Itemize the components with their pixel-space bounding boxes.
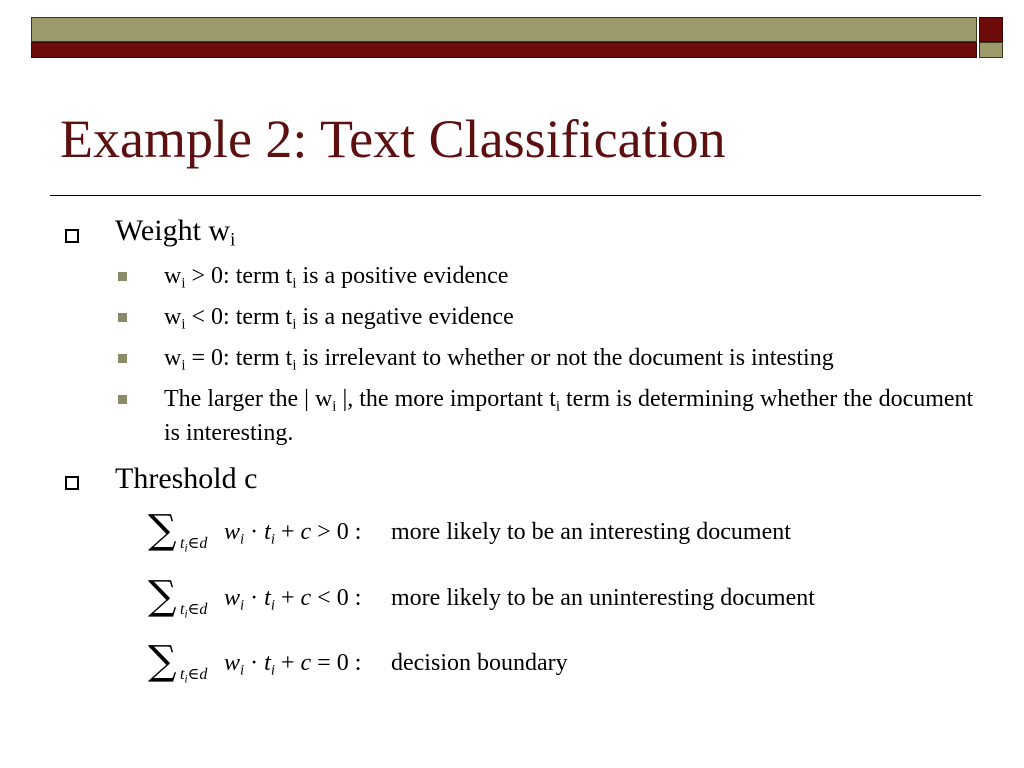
weight-item-negative: $w_i < 0$: term $t_i$ is a negative evidence bbox=[164, 304, 514, 333]
formula-description: more likely to be an interesting document bbox=[391, 519, 791, 545]
sum-range: $t_i\in d$ bbox=[180, 535, 208, 555]
header-bar-olive bbox=[31, 17, 977, 42]
formula-description: more likely to be an uninteresting document bbox=[391, 585, 815, 611]
weight-heading: Weight $w_i$ bbox=[115, 214, 236, 251]
weight-item-positive: $w_i > 0$: term $t_i$ is a positive evidence bbox=[164, 263, 509, 292]
formula-expression: $w_i \cdot t_i + c = 0$ : bbox=[224, 650, 362, 679]
sum-symbol: ∑ bbox=[148, 638, 177, 684]
hollow-square-bullet-icon bbox=[65, 229, 79, 243]
weight-item-magnitude: The larger the | $w_i$ |, the more important $t_i$ term is determining whether the document is interesting. bbox=[164, 386, 974, 446]
header-bar-red bbox=[31, 42, 977, 58]
square-bullet-icon bbox=[118, 395, 127, 404]
header-square-red bbox=[979, 17, 1003, 42]
slide-title: Example 2: Text Classification bbox=[60, 109, 726, 169]
formula-expression: $w_i \cdot t_i + c < 0$ : bbox=[224, 585, 362, 614]
formula-expression: $w_i \cdot t_i + c > 0$ : bbox=[224, 519, 362, 548]
square-bullet-icon bbox=[118, 313, 127, 322]
formula-description: decision boundary bbox=[391, 650, 568, 676]
sum-range: $t_i\in d$ bbox=[180, 666, 208, 686]
sum-symbol: ∑ bbox=[148, 507, 177, 553]
threshold-heading: Threshold c bbox=[115, 462, 258, 495]
sum-symbol: ∑ bbox=[148, 573, 177, 619]
header-square-olive bbox=[979, 42, 1003, 58]
square-bullet-icon bbox=[118, 354, 127, 363]
square-bullet-icon bbox=[118, 272, 127, 281]
hollow-square-bullet-icon bbox=[65, 476, 79, 490]
weight-item-zero: $w_i = 0$: term $t_i$ is irrelevant to whether or not the document is intesting bbox=[164, 345, 834, 374]
title-divider bbox=[50, 195, 981, 196]
sum-range: $t_i\in d$ bbox=[180, 601, 208, 621]
